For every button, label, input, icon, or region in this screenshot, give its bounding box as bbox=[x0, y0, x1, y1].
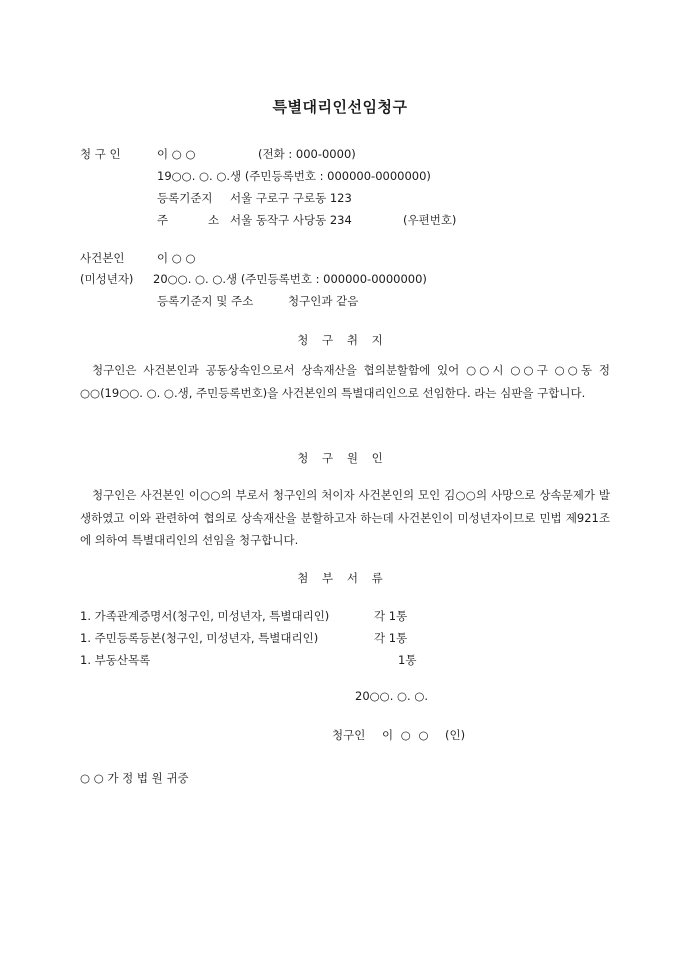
attachment-qty: 각 1통 bbox=[374, 631, 408, 645]
attachment-item: 1. 주민등록등본(청구인, 미성년자, 특별대리인) bbox=[80, 631, 319, 645]
attachment-item: 1. 부동산목록 bbox=[80, 653, 151, 667]
principal-registry: 청구인과 같음 bbox=[288, 294, 359, 308]
document-date: 20○○. ○. ○. bbox=[355, 689, 429, 703]
attachment-qty: 1통 bbox=[398, 653, 417, 667]
signature-label: 청구인 bbox=[332, 728, 366, 742]
court-addressee: ○ ○ 가 정 법 원 귀중 bbox=[80, 771, 189, 785]
claimant-label: 청 구 인 bbox=[80, 147, 121, 161]
principal-label: 사건본인 bbox=[80, 251, 125, 265]
claimant-address-label-1: 주 bbox=[157, 213, 169, 227]
claimant-birth: 19○○. ○. ○.생 (주민등록번호 : 000000-0000000) bbox=[157, 169, 431, 183]
signature-name: 이 ○ ○ bbox=[382, 728, 431, 742]
signature-seal: (인) bbox=[445, 728, 466, 742]
claimant-registry-label: 등록기준지 bbox=[157, 191, 213, 205]
principal-birth: 20○○. ○. ○.생 (주민등록번호 : 000000-0000000) bbox=[153, 272, 427, 286]
claimant-address: 서울 동작구 사당동 234 bbox=[230, 213, 352, 227]
attachment-item: 1. 가족관계증명서(청구인, 미성년자, 특별대리인) bbox=[80, 609, 330, 623]
section-attach-heading: 첨 부 서 류 bbox=[297, 571, 383, 585]
claimant-name: 이 ○ ○ bbox=[157, 147, 196, 161]
section-cause-heading: 청 구 원 인 bbox=[297, 451, 383, 465]
principal-registry-label: 등록기준지 및 주소 bbox=[157, 294, 254, 308]
claimant-registry: 서울 구로구 구로동 123 bbox=[230, 191, 352, 205]
attachment-qty: 각 1통 bbox=[374, 609, 408, 623]
claimant-address-label-2: 소 bbox=[208, 213, 220, 227]
document-title: 특별대리인선임청구 bbox=[272, 98, 408, 116]
cause-paragraph: 청구인은 사건본인 이○○의 부로서 청구인의 처이자 사건본인의 모인 김○○의 사망으로 상속문제가 발생하였고 이와 관련하여 협의로 상속재산을 분할하고자 하는데 사건본인이 미성년자이므로 민법 제921조에 의하여 특별대리인의 선임을 청구합니다. bbox=[80, 488, 610, 547]
purpose-paragraph: 청구인은 사건본인과 공동상속인으로서 상속재산을 협의분할함에 있어 ○○시 ○○구 ○○동 정○○(19○○. ○. ○.생, 주민등록번호)을 사건본인의 특별대리인으로 선임한다. 라는 심판을 구합니다. bbox=[80, 363, 610, 400]
claimant-postal: (우편번호) bbox=[403, 213, 457, 227]
principal-minor-label: (미성년자) bbox=[80, 272, 134, 286]
claimant-phone: (전화 : 000-0000) bbox=[258, 147, 356, 161]
section-purpose-heading: 청 구 취 지 bbox=[297, 333, 383, 347]
principal-name: 이 ○ ○ bbox=[157, 251, 196, 265]
